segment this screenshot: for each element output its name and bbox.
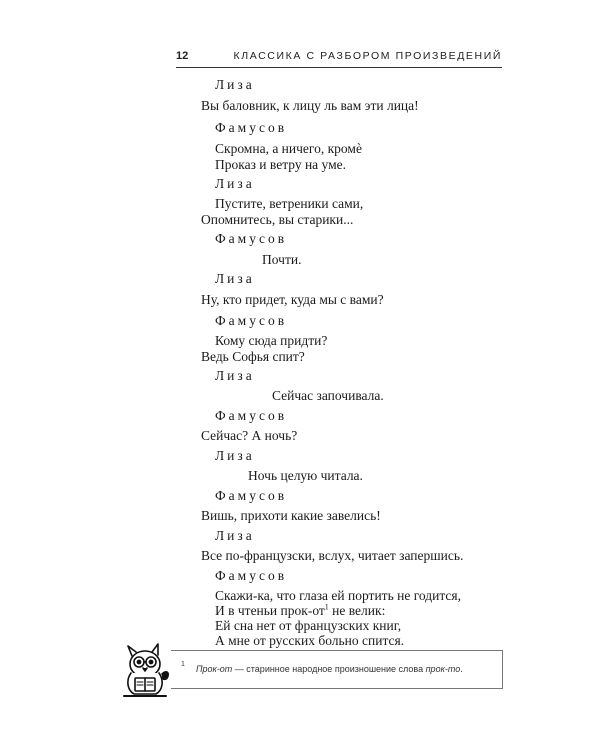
verse-text-after-mark: не велик: (328, 603, 386, 618)
running-header (176, 50, 502, 66)
verse-line: Сейчас? А ночь? (201, 428, 298, 443)
verse-line-footnoted (215, 603, 385, 619)
page-number: 12 (176, 50, 189, 62)
speaker-name: Лиза (215, 528, 255, 543)
header-divider (176, 67, 502, 68)
footnote-end: . (460, 664, 463, 674)
speaker-name: Лиза (215, 271, 255, 286)
verse-line: Кому сюда придти? (215, 333, 328, 348)
verse-line: Ведь Софья спит? (201, 349, 305, 364)
verse-line: Почти. (262, 252, 302, 267)
speaker-name: Фамусов (215, 568, 288, 583)
speaker-name: Фамусов (215, 488, 288, 503)
verse-line: Скромна, а ничего, кромѐ (215, 141, 362, 156)
footnote-term-alt: прок-то (425, 664, 461, 674)
verse-line: Опомнитесь, вы старики... (201, 212, 354, 227)
verse-line: Ей сна нет от французских книг, (215, 618, 402, 633)
speaker-name: Лиза (215, 176, 255, 191)
verse-line: Вишь, прихоти какие завелись! (201, 508, 381, 523)
reading-owl-icon (118, 640, 174, 698)
footnote-number: 1 (181, 661, 185, 668)
verse-line: Вы баловник, к лицу ль вам эти лица! (201, 98, 419, 113)
footnote-explanation: — старинное народное произношение слова (232, 664, 426, 674)
verse-line: Ночь целую читала. (248, 468, 363, 483)
verse-line: Ну, кто придет, куда мы с вами? (201, 292, 384, 307)
verse-line: Сейчас започивала. (272, 388, 384, 403)
footnote-term: Прок-от (196, 664, 233, 674)
speaker-name: Фамусов (215, 120, 288, 135)
footnote-reference[interactable]: 1 (324, 602, 329, 612)
verse-text-before-mark: И в чтеньи прок-от (215, 603, 325, 618)
verse-line: А мне от русских больно спится. (215, 633, 405, 648)
speaker-name: Лиза (215, 448, 255, 463)
speaker-name: Фамусов (215, 231, 288, 246)
speaker-name: Лиза (215, 368, 255, 383)
verse-line: Проказ и ветру на уме. (215, 157, 347, 172)
verse-line: Пустите, ветреники сами, (215, 196, 364, 211)
speaker-name: Фамусов (215, 408, 288, 423)
speaker-name: Лиза (215, 77, 255, 92)
running-title: КЛАССИКА С РАЗБОРОМ ПРОИЗВЕДЕНИЙ (233, 50, 502, 62)
speaker-name: Фамусов (215, 313, 288, 328)
verse-line: Все по-французски, вслух, читает запершись. (201, 548, 464, 563)
verse-line: Скажи-ка, что глаза ей портить не годится, (215, 588, 461, 603)
footnote-text (196, 664, 463, 674)
